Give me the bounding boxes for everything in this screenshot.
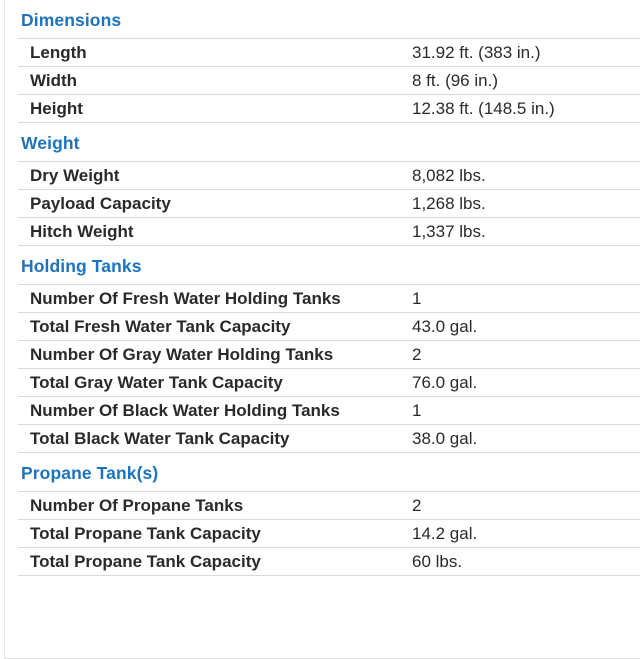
- spec-value-gray-water-tanks: 2: [412, 341, 640, 369]
- spec-value-black-water-capacity: 38.0 gal.: [412, 425, 640, 453]
- table-row: [18, 39, 640, 67]
- spec-label-hitch-weight: Hitch Weight: [18, 218, 412, 246]
- spec-value-propane-capacity-lbs: 60 lbs.: [412, 548, 640, 576]
- spec-label-dry-weight: Dry Weight: [18, 162, 412, 190]
- spec-value-gray-water-capacity: 76.0 gal.: [412, 369, 640, 397]
- table-row: [18, 548, 640, 576]
- table-row: [18, 285, 640, 313]
- spec-value-length: 31.92 ft. (383 in.): [412, 39, 640, 67]
- section-title-holding-tanks: Holding Tanks: [21, 256, 142, 276]
- spec-value-propane-capacity-gal: 14.2 gal.: [412, 520, 640, 548]
- holding-tanks-section: [0, 246, 640, 453]
- table-row: [18, 369, 640, 397]
- weight-table: [18, 161, 640, 246]
- table-row: [18, 425, 640, 453]
- table-row: [18, 313, 640, 341]
- spec-value-propane-tank-count: 2: [412, 492, 640, 520]
- table-row: [18, 520, 640, 548]
- table-row: [18, 492, 640, 520]
- holding-tanks-table: [18, 284, 640, 453]
- propane-tanks-table: [18, 491, 640, 576]
- spec-value-dry-weight: 8,082 lbs.: [412, 162, 640, 190]
- spec-value-fresh-water-capacity: 43.0 gal.: [412, 313, 640, 341]
- spec-label-black-water-capacity: Total Black Water Tank Capacity: [18, 425, 412, 453]
- section-title-weight: Weight: [21, 133, 80, 153]
- spec-label-gray-water-tanks: Number Of Gray Water Holding Tanks: [18, 341, 412, 369]
- table-row: [18, 218, 640, 246]
- table-row: [18, 162, 640, 190]
- section-title-propane-tanks: Propane Tank(s): [21, 463, 159, 483]
- table-row: [18, 95, 640, 123]
- spec-label-propane-tank-count: Number Of Propane Tanks: [18, 492, 412, 520]
- spec-value-width: 8 ft. (96 in.): [412, 67, 640, 95]
- spec-value-black-water-tanks: 1: [412, 397, 640, 425]
- spec-label-propane-capacity-gal: Total Propane Tank Capacity: [18, 520, 412, 548]
- spec-label-propane-capacity-lbs: Total Propane Tank Capacity: [18, 548, 412, 576]
- spec-value-fresh-water-tanks: 1: [412, 285, 640, 313]
- spec-label-fresh-water-capacity: Total Fresh Water Tank Capacity: [18, 313, 412, 341]
- spec-label-height: Height: [18, 95, 412, 123]
- table-row: [18, 341, 640, 369]
- spec-label-fresh-water-tanks: Number Of Fresh Water Holding Tanks: [18, 285, 412, 313]
- spec-label-gray-water-capacity: Total Gray Water Tank Capacity: [18, 369, 412, 397]
- spec-label-length: Length: [18, 39, 412, 67]
- spec-value-hitch-weight: 1,337 lbs.: [412, 218, 640, 246]
- spec-value-payload-capacity: 1,268 lbs.: [412, 190, 640, 218]
- dimensions-section: [0, 0, 640, 123]
- table-row: [18, 67, 640, 95]
- dimensions-table: [18, 38, 640, 123]
- weight-section: [0, 123, 640, 246]
- spec-label-black-water-tanks: Number Of Black Water Holding Tanks: [18, 397, 412, 425]
- spec-label-payload-capacity: Payload Capacity: [18, 190, 412, 218]
- section-title-dimensions: Dimensions: [21, 10, 122, 30]
- spec-value-height: 12.38 ft. (148.5 in.): [412, 95, 640, 123]
- spec-label-width: Width: [18, 67, 412, 95]
- table-row: [18, 190, 640, 218]
- table-row: [18, 397, 640, 425]
- propane-tanks-section: [0, 453, 640, 576]
